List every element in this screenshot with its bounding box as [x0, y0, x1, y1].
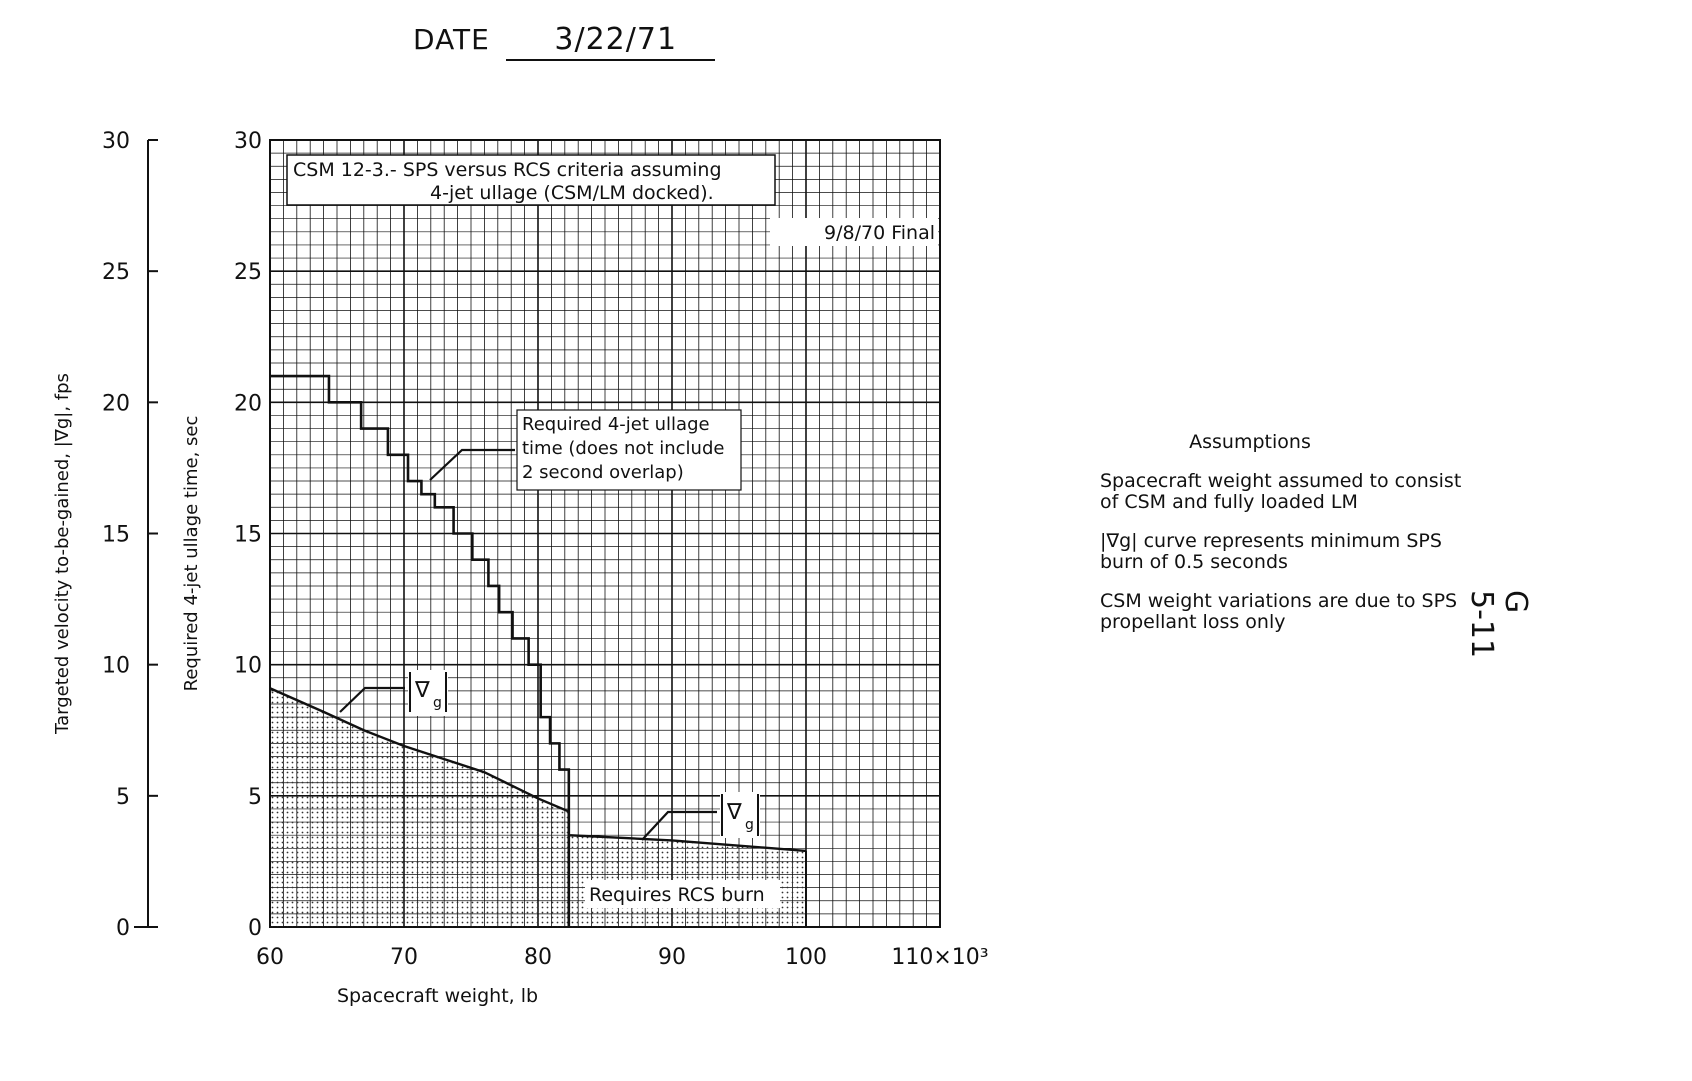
date-label: DATE [413, 23, 490, 56]
right-axis-tick-label: 25 [234, 260, 262, 286]
right-axis-tick-label: 10 [234, 653, 262, 679]
assumption-note-vg: |∇g| curve represents minimum SPS burn of 0.5 seconds [1100, 530, 1442, 573]
x-tick-label: 70 [390, 945, 418, 970]
left-tick-label: 25 [102, 260, 130, 286]
assumption-note-propellant: CSM weight variations are due to SPS propellant loss only [1100, 590, 1458, 633]
right-axis-tick-label: 5 [248, 784, 262, 810]
rcs-burn-label: Requires RCS burn [589, 884, 765, 906]
x-tick-label: 60 [256, 945, 284, 970]
vg-annotation-sub-2: g [745, 817, 754, 833]
vg-annotation-nabla: ∇ [415, 678, 430, 703]
assumptions-panel [1100, 432, 1520, 651]
x-multiplier-label: 110×10³ [891, 945, 989, 970]
page-number-line1: G [1498, 590, 1533, 614]
left-tick-label: 30 [102, 129, 130, 154]
vg-annotation-leader-2 [642, 812, 717, 840]
ullage-annotation-line: Required 4-jet ullage [522, 414, 710, 435]
vg-annotation-leader [340, 688, 405, 712]
left-axis-label: Targeted velocity to-be-gained, |∇g|, fps [52, 373, 73, 734]
right-axis-label: Required 4-jet ullage time, sec [181, 415, 202, 692]
right-axis-tick-label: 0 [248, 916, 262, 941]
chart-title-line1: CSM 12-3.- SPS versus RCS criteria assuming [293, 159, 722, 181]
x-tick-label: 100 [785, 945, 827, 970]
date-value: 3/22/71 [506, 22, 715, 61]
x-tick-label: 90 [658, 945, 686, 970]
x-tick-label: 80 [524, 945, 552, 970]
vg-annotation-sub: g [433, 695, 442, 711]
left-tick-label: 5 [116, 784, 130, 810]
page-number [1464, 590, 1532, 658]
left-tick-label: 15 [102, 522, 130, 548]
vg-annotation-nabla-2: ∇ [727, 800, 742, 825]
assumptions-heading: Assumptions [1189, 431, 1311, 453]
right-axis-tick-label: 20 [234, 391, 262, 417]
ullage-annotation-line: 2 second overlap) [522, 462, 684, 483]
x-axis-label: Spacecraft weight, lb [336, 985, 539, 1007]
left-tick-label: 10 [102, 653, 130, 679]
page-number-line2: 5-11 [1464, 590, 1499, 659]
left-tick-label: 0 [116, 916, 130, 941]
left-tick-label: 20 [102, 391, 130, 417]
chart-stamp: 9/8/70 Final [824, 222, 935, 244]
assumption-note-weight: Spacecraft weight assumed to consist of CSM and fully loaded LM [1100, 470, 1462, 513]
chart-title-line2: 4-jet ullage (CSM/LM docked). [430, 182, 714, 204]
right-axis-tick-label: 30 [234, 129, 262, 154]
ullage-annotation-line: time (does not include [522, 438, 725, 459]
right-axis-tick-label: 15 [234, 522, 262, 548]
